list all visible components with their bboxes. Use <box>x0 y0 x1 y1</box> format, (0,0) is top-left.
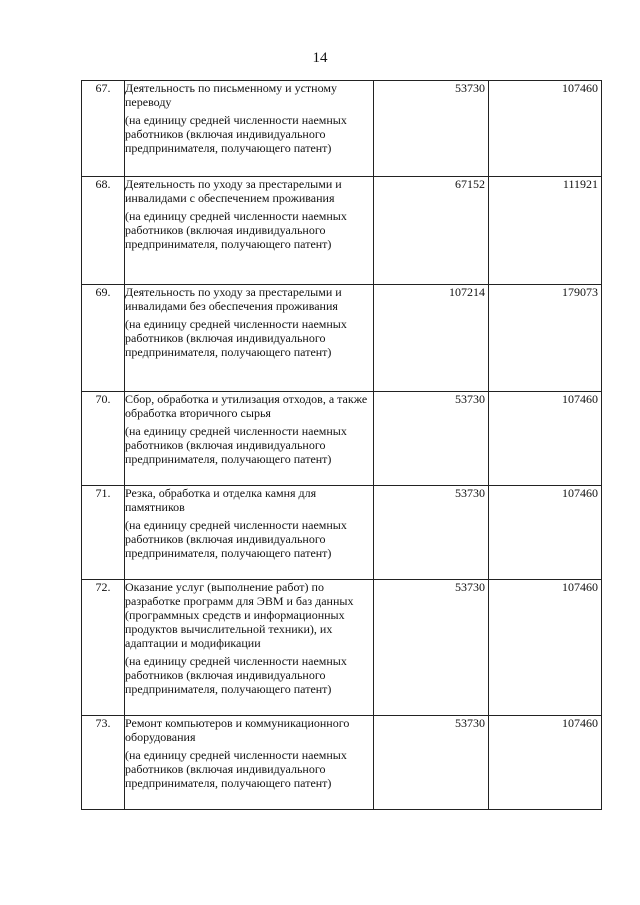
value-cell-1 <box>374 392 489 486</box>
table-row <box>82 486 602 580</box>
activity-cell <box>125 392 374 486</box>
activity-note: (на единицу средней численности наемных работников (включая индивидуального предпринимателя, получающего патент) <box>125 317 347 359</box>
activity-title: Деятельность по уходу за престарелыми и инвалидами без обеспечения проживания <box>125 285 342 313</box>
value-1: 53730 <box>455 392 485 406</box>
activity-title: Сбор, обработка и утилизация отходов, а также обработка вторичного сырья <box>125 392 368 420</box>
table-row <box>82 81 602 177</box>
activity-note: (на единицу средней численности наемных работников (включая индивидуального предпринимателя, получающего патент) <box>125 748 347 790</box>
value-2: 179073 <box>562 285 598 299</box>
table-row <box>82 716 602 810</box>
table-row <box>82 177 602 285</box>
row-number: 70. <box>82 392 125 486</box>
value-2: 107460 <box>562 716 598 730</box>
activity-title: Деятельность по письменному и устному переводу <box>125 81 337 109</box>
value-1: 53730 <box>455 81 485 95</box>
activity-cell <box>125 486 374 580</box>
activity-title: Оказание услуг (выполнение работ) по разработке программ для ЭВМ и баз данных (программных средств и информационных продуктов вычислительной техники), их адаптации и модификации <box>125 580 354 650</box>
activity-note: (на единицу средней численности наемных работников (включая индивидуального предпринимателя, получающего патент) <box>125 424 347 466</box>
value-cell-1 <box>374 177 489 285</box>
value-cell-1 <box>374 486 489 580</box>
table-row <box>82 580 602 716</box>
value-cell-2 <box>489 486 602 580</box>
page-number: 14 <box>312 50 328 66</box>
value-cell-2 <box>489 285 602 392</box>
row-number: 69. <box>82 285 125 392</box>
value-1: 53730 <box>455 486 485 500</box>
value-2: 107460 <box>562 392 598 406</box>
value-1: 67152 <box>455 177 485 191</box>
activity-note: (на единицу средней численности наемных работников (включая индивидуального предпринимателя, получающего патент) <box>125 209 347 251</box>
value-1: 53730 <box>455 580 485 594</box>
value-cell-2 <box>489 177 602 285</box>
value-2: 111921 <box>562 177 598 191</box>
activity-note: (на единицу средней численности наемных работников (включая индивидуального предпринимателя, получающего патент) <box>125 654 347 696</box>
activity-cell <box>125 580 374 716</box>
activity-title: Ремонт компьютеров и коммуникационного оборудования <box>125 716 350 744</box>
activity-title: Деятельность по уходу за престарелыми и инвалидами с обеспечением проживания <box>125 177 342 205</box>
row-number: 71. <box>82 486 125 580</box>
value-cell-1 <box>374 716 489 810</box>
value-cell-2 <box>489 81 602 177</box>
activity-title: Резка, обработка и отделка камня для памятников <box>125 486 317 514</box>
row-number: 73. <box>82 716 125 810</box>
activity-cell <box>125 81 374 177</box>
value-cell-2 <box>489 392 602 486</box>
value-2: 107460 <box>562 81 598 95</box>
value-cell-1 <box>374 81 489 177</box>
value-1: 107214 <box>449 285 485 299</box>
tax-rate-table <box>81 80 602 810</box>
value-2: 107460 <box>562 486 598 500</box>
activity-cell <box>125 177 374 285</box>
activity-note: (на единицу средней численности наемных работников (включая индивидуального предпринимателя, получающего патент) <box>125 518 347 560</box>
value-cell-1 <box>374 285 489 392</box>
value-1: 53730 <box>455 716 485 730</box>
table-row <box>82 285 602 392</box>
activity-note: (на единицу средней численности наемных работников (включая индивидуального предпринимателя, получающего патент) <box>125 113 347 155</box>
activity-cell <box>125 285 374 392</box>
value-cell-2 <box>489 716 602 810</box>
row-number: 67. <box>82 81 125 177</box>
row-number: 72. <box>82 580 125 716</box>
row-number: 68. <box>82 177 125 285</box>
value-cell-2 <box>489 580 602 716</box>
value-cell-1 <box>374 580 489 716</box>
activity-cell <box>125 716 374 810</box>
value-2: 107460 <box>562 580 598 594</box>
table-row <box>82 392 602 486</box>
